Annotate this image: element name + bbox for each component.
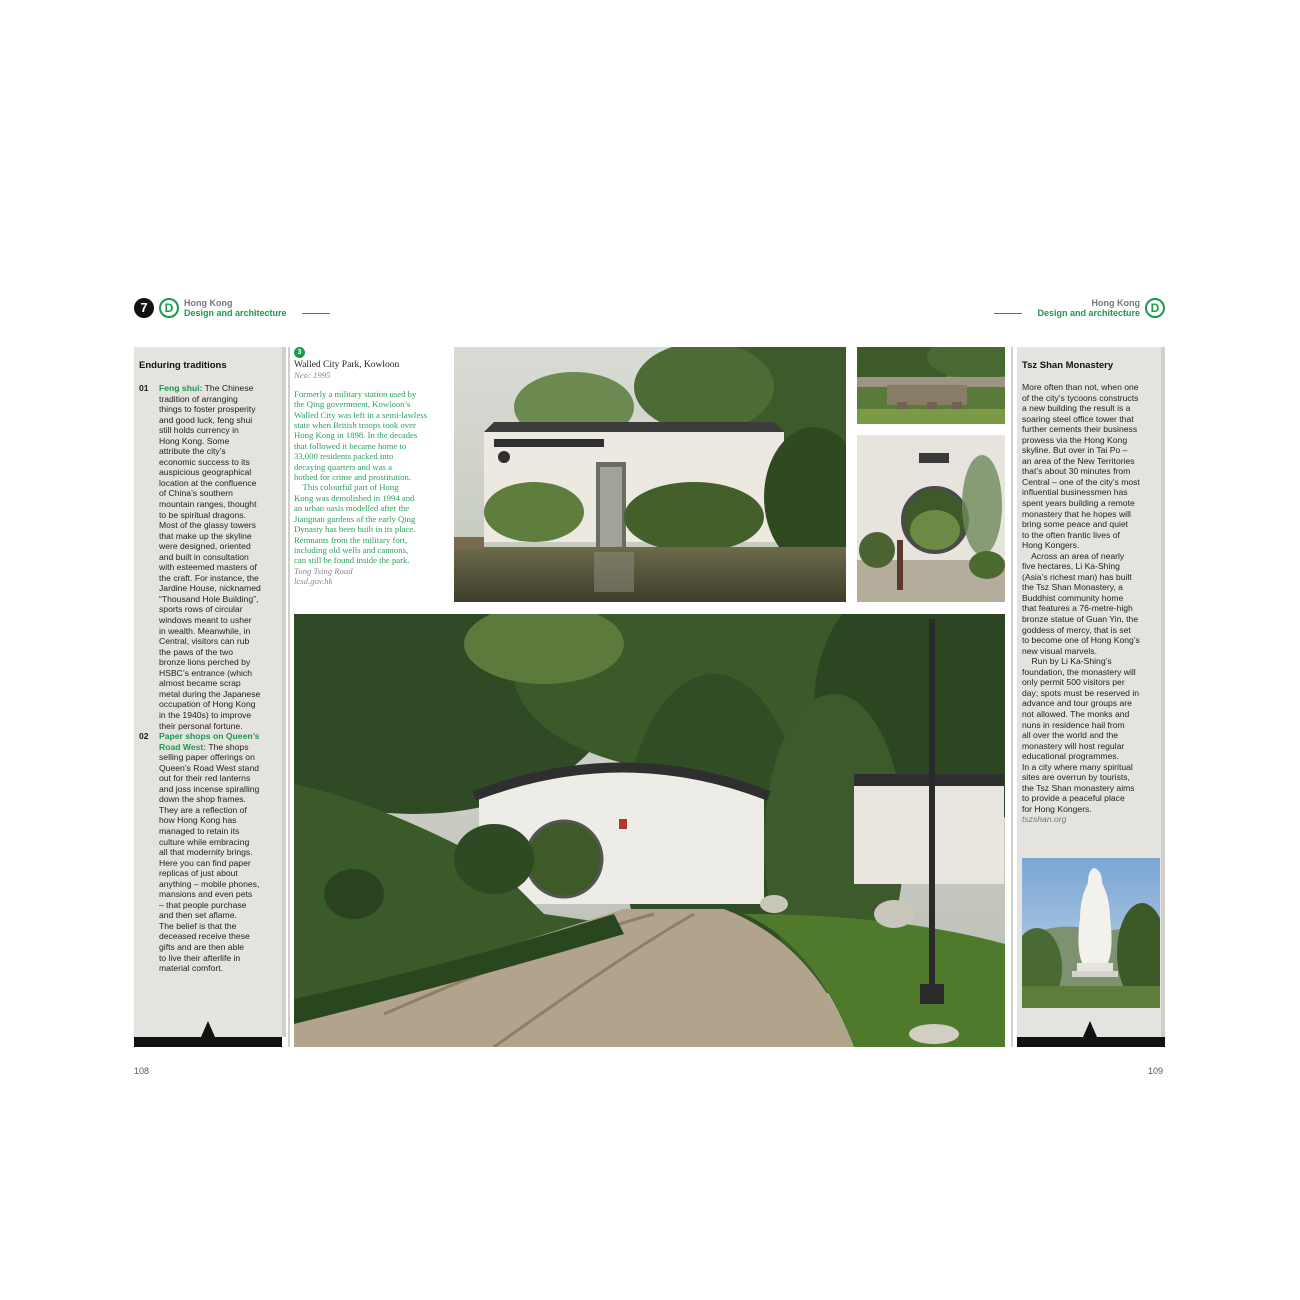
text-line: an urban oasis modelled after the: [294, 503, 410, 514]
text-line: to provide a peaceful place: [1022, 793, 1125, 804]
chapter-number-badge: 7: [134, 298, 154, 318]
text-line: still holds currency in: [159, 425, 239, 436]
tsz-shan-title: Tsz Shan Monastery: [1022, 360, 1114, 371]
text-line: that make up the skyline: [159, 530, 252, 541]
text-line: Most of the glassy towers: [159, 520, 256, 531]
venue-number-badge: 3: [294, 347, 305, 358]
text-line: Here you can find paper: [159, 857, 251, 868]
text-line: and then set aflame.: [159, 910, 237, 921]
text-line: a new building the result is a: [1022, 403, 1131, 414]
text-line: (Asia’s richest man) has built: [1022, 571, 1132, 582]
tsz-shan-text: [1022, 382, 1162, 825]
panel-notch-right: [1083, 1021, 1097, 1037]
item-text: Paper shops on Queen’s Road West: The shops selling paper offerings on Queen’s Road West stand out for their red lanterns and joss incense spiralling down the shop frames. They are a reflection of how Hong Kong has managed to retain its culture while embracing all that modernity brings. Here you can find paper replicas of just about anything – mobile phones, mansions and even pets – that people purchase and then set aflame. The belief is that the deceased receive these gifts and are then able to live their afterlife in material comfort.: [159, 731, 281, 974]
text-line: mansions and even pets: [159, 889, 253, 900]
text-line: managed to retain its: [159, 825, 240, 836]
item-heading-cont: Road West:: [159, 741, 207, 752]
text-line: gifts and are then able: [159, 941, 245, 952]
panel-footer-bar-right: [1017, 1037, 1165, 1047]
text-line: Hong Kong. Some: [159, 435, 230, 446]
text-line: More often than not, when one: [1022, 382, 1139, 392]
text-line: bronze lions perched by: [159, 657, 251, 668]
text-line: only permit 500 visitors per: [1022, 677, 1125, 688]
text-line: five hectares, Li Ka-Shing: [1022, 561, 1120, 572]
text-line: monastery will host regular: [1022, 740, 1125, 751]
text-line: state when British troops took over: [294, 420, 416, 431]
text-line: location at the confluence: [159, 477, 257, 488]
column-divider-right: [1011, 347, 1013, 1047]
text-line: The belief is that the: [159, 920, 237, 931]
text-line: to live their afterlife in: [159, 952, 241, 963]
traditions-list: [139, 383, 281, 974]
text-line: their personal fortune.: [159, 720, 243, 731]
text-line: They are a reflection of: [159, 804, 247, 815]
text-line: tradition of arranging: [159, 393, 238, 404]
guan-yin-statue-photo: [1022, 858, 1160, 1008]
text-line: an area of the New Territories: [1022, 455, 1135, 466]
walled-city-pavilion-photo: [454, 347, 846, 602]
text-line: “Thousand Hole Building”,: [159, 593, 259, 604]
text-line: new visual marvels.: [1022, 645, 1097, 656]
text-line: Jardine House, nicknamed: [159, 583, 261, 594]
text-line: Buddhist community home: [1022, 592, 1124, 603]
moon-gate-photo: [857, 435, 1005, 602]
text-line: prowess via the Hong Kong: [1022, 434, 1128, 445]
column-divider: [288, 347, 290, 1047]
text-line: all over the world and the: [1022, 730, 1119, 741]
text-line: occupation of Hong Kong: [159, 699, 256, 710]
text-line: down the shop frames.: [159, 794, 246, 805]
text-line: Run by Li Ka-Shing’s: [1022, 656, 1112, 667]
header-city-right: Hong Kong: [1091, 298, 1140, 308]
header-section-left: Design and architecture: [184, 308, 287, 318]
text-line: sports rows of circular: [159, 604, 243, 615]
text-line: the Tsz Shan monastery aims: [1022, 782, 1135, 793]
item-heading: Feng shui:: [159, 383, 203, 393]
text-line: selling paper offerings on: [159, 752, 255, 763]
page-number-left: 108: [134, 1066, 150, 1076]
text-line: in wealth. Meanwhile, in: [159, 625, 251, 636]
text-line: Dynasty has been built in its place.: [294, 524, 416, 535]
text-line: further cements their business: [1022, 424, 1138, 435]
text-line: In a city where many spiritual: [1022, 761, 1133, 772]
text-line: material comfort.: [159, 963, 223, 974]
venue-address: Tung Tsing Road: [294, 565, 353, 576]
page-number-right: 109: [1148, 1066, 1164, 1076]
garden-path-photo: [294, 614, 1005, 1047]
text-line: and good luck, feng shui: [159, 414, 253, 425]
text-line: in the 1940s) to improve: [159, 709, 252, 720]
text-line: the paws of the two: [159, 646, 234, 657]
panel-footer-bar-left: [134, 1037, 282, 1047]
text-line: including old wells and cannons,: [294, 544, 409, 555]
venue-year: Neo: 1995: [294, 370, 331, 381]
text-line: how Hong Kong has: [159, 815, 237, 826]
text-line: can still be found inside the park.: [294, 555, 410, 566]
text-line: to be spiritual dragons.: [159, 509, 246, 520]
text-line: sites are overrun by tourists,: [1022, 772, 1130, 783]
section-letter-badge: D: [159, 298, 179, 318]
text-line: – that people purchase: [159, 899, 247, 910]
text-line: of China’s southern: [159, 488, 233, 499]
item-text: Feng shui: The Chinese tradition of arranging things to foster prosperity and good luck, feng shui still holds currency in Hong Kong. Some attribute the city’s economic success to its auspicious geographical location at the confluence of China’s southern mountain ranges, thought to be spiritual dragons. Most of the glassy towers that make up the skyline were designed, oriented and built in consultation with esteemed masters of the craft. For instance, the Jardine House, nicknamed “Thousand Hole Building”, sports rows of circular windows meant to usher in wealth. Meanwhile, in Central, visitors can rub the paws of the two bronze lions perched by HSBC’s entrance (which almost became scrap metal during the Japanese occupation of Hong Kong in the 1940s) to improve their personal fortune.: [159, 383, 281, 731]
text-line: out for their red lanterns: [159, 773, 251, 784]
text-line: attribute the city’s: [159, 446, 226, 457]
text-line: Hong Kongers.: [1022, 540, 1080, 551]
text-line: all that modernity brings.: [159, 847, 253, 858]
text-line: Queen’s Road West stand: [159, 762, 260, 773]
text-line: spent years building a remote: [1022, 498, 1135, 509]
text-line: soaring steel office tower that: [1022, 413, 1134, 424]
item-number: 02: [139, 731, 149, 742]
text-line: educational programmes.: [1022, 751, 1119, 762]
enduring-traditions-title: Enduring traditions: [139, 360, 227, 371]
text-line: anything – mobile phones,: [159, 878, 260, 889]
text-line: Central, visitors can rub: [159, 636, 250, 647]
venue-website[interactable]: lcsd.gov.hk: [294, 576, 333, 587]
tsz-shan-website[interactable]: tszshan.org: [1022, 814, 1067, 825]
text-line: the craft. For instance, the: [159, 572, 259, 583]
text-line: replicas of just about: [159, 868, 238, 879]
text-line: Jiangnan gardens of the early Qing: [294, 513, 416, 524]
text-line: to become one of Hong Kong’s: [1022, 635, 1140, 646]
text-line: the Tsz Shan Monastery, a: [1022, 582, 1123, 593]
text-line: of the city’s tycoons constructs: [1022, 392, 1139, 403]
text-line: Remnants from the military fort,: [294, 534, 408, 545]
venue-title: Walled City Park, Kowloon: [294, 360, 400, 370]
text-line: and joss incense spiralling: [159, 783, 260, 794]
text-line: things to foster prosperity: [159, 404, 256, 415]
text-line: for Hong Kongers.: [1022, 803, 1092, 814]
text-line: skyline. But over in Tai Po –: [1022, 445, 1128, 456]
text-line: culture while embracing: [159, 836, 250, 847]
text-line: day; spots must be reserved in: [1022, 687, 1140, 698]
text-line: that features a 76-metre-high: [1022, 603, 1133, 614]
text-line: bronze statue of Guan Yin, the: [1022, 614, 1139, 625]
header-section-right: Design and architecture: [1037, 308, 1140, 318]
text-line: almost became scrap: [159, 678, 241, 689]
header-rule-left: [302, 313, 330, 314]
section-letter-badge-right: D: [1145, 298, 1165, 318]
text-line: advance and tour groups are: [1022, 698, 1132, 709]
venue-text: [294, 360, 450, 587]
header-city-left: Hong Kong: [184, 298, 233, 308]
text-line: Across an area of nearly: [1022, 550, 1125, 561]
text-line: 33,000 residents packed into: [294, 451, 394, 462]
header-rule-right: [994, 313, 1022, 314]
text-line: that followed it became home to: [294, 440, 407, 451]
text-line: Walled City was left in a semi-lawless: [294, 409, 427, 420]
text-line: influential businessmen has: [1022, 487, 1128, 498]
item-number: 01: [139, 383, 149, 393]
text-line: economic success to its: [159, 456, 250, 467]
text-line: HSBC’s entrance (which: [159, 667, 252, 678]
panel-edge-left: [282, 347, 286, 1037]
text-line: Central – one of the city’s most: [1022, 476, 1140, 487]
text-line: with esteemed masters of: [159, 562, 257, 573]
park-remnants-photo: [857, 347, 1005, 424]
text-line: decaying quarters and was a: [294, 461, 392, 472]
text-line: not allowed. The monks and: [1022, 708, 1130, 719]
venue-description: [294, 389, 450, 566]
text-line: metal during the Japanese: [159, 688, 261, 699]
text-line: and built in consultation: [159, 551, 249, 562]
text-line: to the often frantic lives of: [1022, 529, 1120, 540]
item-heading: Paper shops on Queen’s: [159, 731, 260, 742]
text-line: bring some peace and quiet: [1022, 519, 1129, 530]
text-line: Kong was demolished in 1994 and: [294, 492, 415, 503]
text-line: windows meant to usher: [159, 615, 252, 626]
text-line: hotbed for crime and prostitution.: [294, 472, 412, 483]
text-line: foundation, the monastery will: [1022, 666, 1136, 677]
text-line: This colourful part of Hong: [294, 482, 399, 493]
list-item: [139, 731, 281, 974]
text-line: nuns in residence hail from: [1022, 719, 1125, 730]
text-line: goddess of mercy, that is set: [1022, 624, 1131, 635]
text-line: that’s about 30 minutes from: [1022, 466, 1131, 477]
text-line: monastery that he hopes will: [1022, 508, 1131, 519]
text-line: Hong Kong in 1898. In the decades: [294, 430, 418, 441]
list-item: [139, 383, 281, 731]
panel-notch-left: [201, 1021, 215, 1037]
text-line: Formerly a military station used by: [294, 388, 417, 399]
text-line: the Qing government, Kowloon’s: [294, 399, 411, 410]
text-line: were designed, oriented: [159, 541, 251, 552]
text-line: auspicious geographical: [159, 467, 252, 478]
text-line: mountain ranges, thought: [159, 499, 257, 510]
text-line: deceased receive these: [159, 931, 250, 942]
